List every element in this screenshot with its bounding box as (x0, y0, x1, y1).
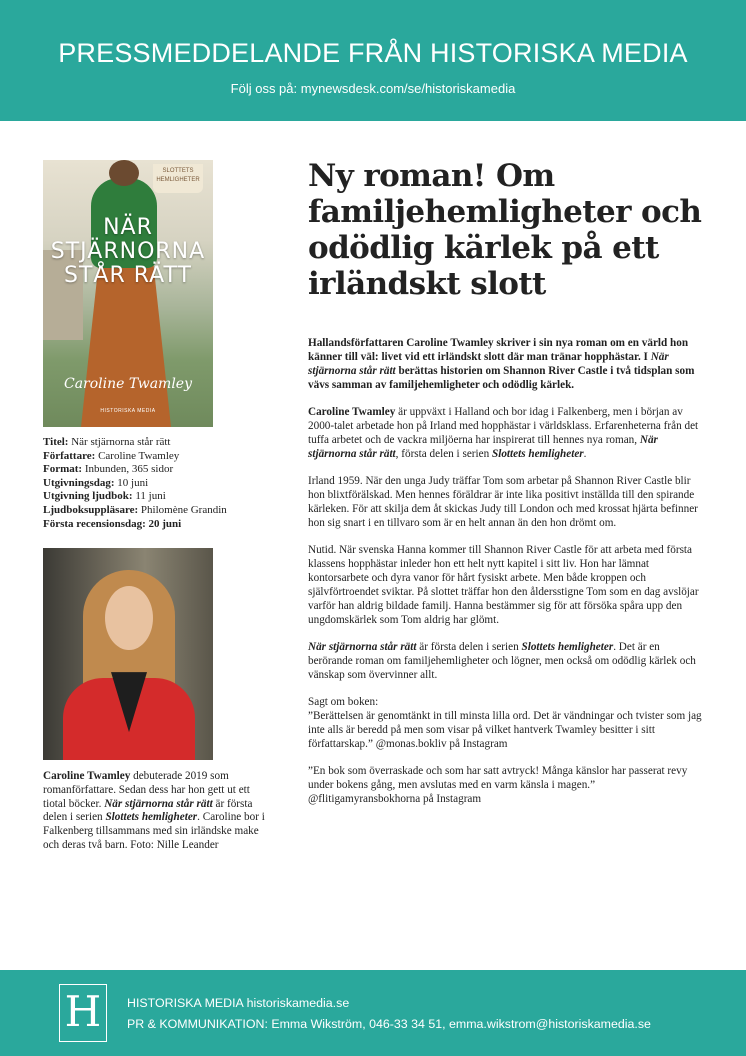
article-lead (308, 336, 706, 392)
author-photo (43, 548, 213, 760)
cover-publisher: HISTORISKA MEDIA (100, 408, 156, 414)
cover-title-line-2: STJÄRNORNA (50, 239, 206, 264)
lead-text: berättas historien om Shannon River Castle i två tidsplan som vävs samman av familjehemligheter och odödlig kärlek. (308, 365, 695, 391)
bio-text: . Caroline bor i Falkenberg tillsammans med sin irländske make och deras två barn. Foto: Nille Leander (43, 811, 265, 851)
historiska-media-logo: H (59, 984, 107, 1042)
left-column (43, 160, 269, 852)
fact-value: När stjärnorna står rätt (68, 436, 171, 448)
fact-row (43, 477, 269, 491)
fact-row (43, 463, 269, 477)
fact-label: Titel: (43, 436, 69, 448)
fact-row (43, 436, 269, 450)
paragraph-text: . (583, 448, 587, 460)
bio-text: debuterade 2019 som romanförfattare. Sedan dess har hon gett ut ett tiotal böcker. (43, 770, 250, 810)
paragraph-text: , första delen i serien (395, 448, 492, 460)
bio-book-title: När stjärnorna står rätt (104, 797, 213, 810)
paragraph-book-title: När stjärnorna står rätt (308, 434, 658, 460)
fact-row (43, 490, 269, 504)
bio-series-title: Slottets hemligheter (105, 811, 198, 824)
fact-label: Första recensionsdag: (43, 517, 146, 530)
article-headline: Ny roman! Om familjehemligheter och odödlig kärlek på ett irländskt slott (308, 158, 702, 302)
fact-label: Författare: (43, 449, 96, 462)
quotes-heading: Sagt om boken: (308, 696, 379, 708)
cover-title-line-1: NÄR (103, 215, 153, 240)
article-column (308, 158, 706, 806)
footer-contact: PR & KOMMUNIKATION: Emma Wikström, 046-33 34 51, emma.wikstrom@historiskamedia.se (127, 1017, 651, 1031)
fact-value: 10 juni (114, 476, 149, 489)
article-paragraph (308, 405, 706, 461)
paragraph-book-title: När stjärnorna står rätt (308, 641, 417, 653)
bio-author-name: Caroline Twamley (43, 770, 131, 783)
fact-label: Format: (43, 463, 83, 476)
header-banner (0, 0, 746, 121)
article-paragraph (308, 640, 706, 682)
photo-face (105, 586, 153, 650)
fact-value: Caroline Twamley (95, 449, 180, 462)
footer-banner (0, 970, 746, 1056)
cover-title (43, 216, 213, 288)
quotes-block (308, 695, 706, 751)
fact-label: Utgivningsdag: (43, 476, 115, 489)
cover-series-badge: SLOTTETS HEMLIGHETER (153, 164, 203, 193)
quote: ”En bok som överraskade och som har satt avtryck! Många känslor har passerat revy under bokens gång, men avslutas med en varm känsla i magen.” @flitigamyransbokhorna på Instagram (308, 765, 688, 805)
paragraph-series-title: Slottets hemligheter (521, 641, 614, 653)
cover-title-line-3: STÅR RÄTT (64, 263, 192, 288)
paragraph-text: . Det är en berörande roman om familjehemligheter och lögner, men också om odödlig kärlek och vänskap som övervinner allt. (308, 641, 696, 681)
footer-website-link[interactable]: historiskamedia.se (246, 996, 350, 1010)
fact-value: Philomène Grandin (138, 503, 227, 516)
footer-brand-line (127, 996, 349, 1010)
press-release-title: PRESSMEDDELANDE FRÅN HISTORISKA MEDIA (58, 38, 688, 68)
footer-brand: HISTORISKA MEDIA (127, 996, 244, 1010)
lead-book-title: När stjärnorna står rätt (308, 351, 669, 377)
article-paragraph: Irland 1959. När den unga Judy träffar Tom som arbetar på Shannon River Castle blir hon blixtförälskad. Men hennes föräldrar är inte lika positivt inställda till den spirande kärleken. För att skilja dem åt skickas Judy till London och med krossat hjärta befinner hon sig snart i en tillvaro som är en helt annan än den hon drömt om. (308, 475, 698, 529)
cover-author: Caroline Twamley (63, 376, 192, 392)
author-bio (43, 770, 269, 852)
fact-value: Inbunden, 365 sidor (82, 463, 174, 476)
fact-value: 20 juni (145, 517, 182, 530)
fact-label: Utgivning ljudbok: (43, 490, 133, 503)
book-cover-image (43, 160, 213, 427)
cover-head (109, 160, 139, 186)
fact-value: 11 juni (132, 490, 166, 503)
quote: ”Berättelsen är genomtänkt in till minsta lilla ord. Det är vändningar och tvister som jag inte alls är beredd på men som visar på vilket hantverk Twamley besitter i sitt författarskap.” @monas.bokliv på Instagram (308, 710, 702, 750)
fact-row (43, 518, 269, 532)
fact-row (43, 450, 269, 464)
bio-text: är första delen i serien (43, 797, 253, 824)
book-facts (43, 436, 269, 531)
paragraph-text: är första delen i serien (416, 641, 522, 653)
fact-label: Ljudboksuppläsare: (43, 503, 139, 516)
paragraph-author-name: Caroline Twamley (308, 406, 396, 418)
article-paragraph: Nutid. När svenska Hanna kommer till Shannon River Castle för att arbeta med första klassens hopphästar inleder hon ett helt nytt kapitel i sitt liv. Hon har lämnat kontorsarbete och dyra vanor för hårt fysiskt arbete. Men både kroppen och självförtroendet sviktar. På slottet träffar hon den åldersstigne Tom som en dag avslöjar varför han aldrig bildade familj. Hanna bestämmer sig för att försöka spåra upp den ungdomskärlek som Tom aldrig har glömt. (308, 544, 699, 626)
paragraph-text: är uppväxt i Halland och bor idag i Falkenberg, men i början av 2000-talet arbetade hon på Irland med hopphästar i världsklass. Erfarenheterna från det tuffa arbetet och de vackra miljöerna har inspirerat till hennes nya roman, (308, 406, 699, 446)
lead-text: Hallandsförfattaren Caroline Twamley skriver i sin nya roman om en värld hon känner till väl: livet vid ett irländskt slott där man tränar hopphästar. I (308, 337, 689, 363)
paragraph-series-title: Slottets hemligheter (491, 448, 584, 460)
fact-row (43, 504, 269, 518)
follow-link[interactable]: Följ oss på: mynewsdesk.com/se/historiskamedia (230, 81, 516, 96)
